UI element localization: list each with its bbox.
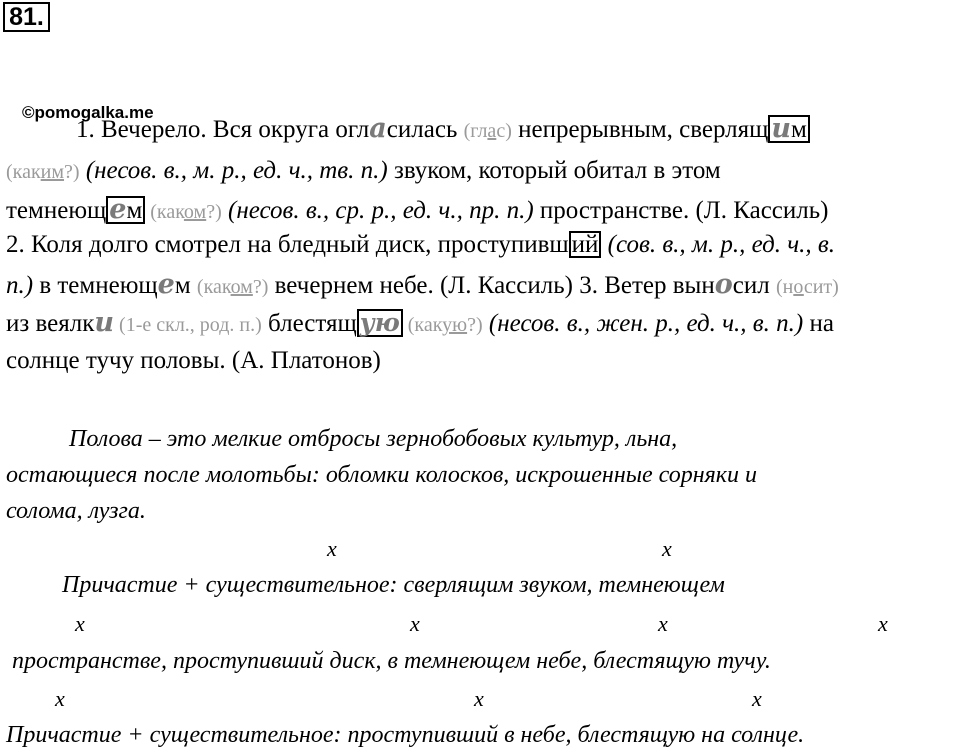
grammar-note: п.) — [6, 272, 34, 299]
text-line-4 — [6, 230, 835, 260]
ending-box: ем — [106, 196, 145, 224]
text-fragment: звуком, который обитал в этом — [387, 157, 721, 184]
text-line-3 — [6, 196, 828, 227]
analysis-line-1: Причастие + существительное: сверлящим звуком, темнеющем — [62, 572, 725, 598]
ending-box: ий — [569, 231, 602, 258]
mark-x: x — [658, 611, 668, 636]
text-line-6 — [6, 308, 834, 340]
text-line-1 — [76, 114, 810, 146]
watermark: ©pomogalka.me — [22, 103, 154, 122]
definition-line-2: остающиеся после молотьбы: обломки колосков, искрошенные сорняки и — [6, 462, 757, 488]
question-word: (какую?) — [402, 314, 483, 336]
grammar-note: (несов. в., м. р., ед. ч., тв. п.) — [79, 157, 388, 184]
analysis-line-3: Причастие + существительное: проступивший в небе, блестящую на солнце. — [6, 722, 805, 748]
text-fragment: темнеющ — [6, 197, 107, 224]
mark-x: x — [662, 536, 672, 561]
orthogram-letter: и — [94, 307, 115, 338]
definition-line-1: Полова – это мелкие отбросы зернобобовых культур, льна, — [69, 426, 678, 452]
text-fragment: непрерывным, сверлящ — [511, 116, 769, 143]
mark-x: x — [474, 686, 484, 711]
ending-box: ую — [357, 309, 403, 337]
text-fragment: в темнеющ — [33, 272, 158, 299]
check-word: (носит) — [775, 276, 839, 298]
text-line-2 — [6, 156, 721, 187]
question-word: (каком?) — [196, 276, 269, 298]
text-fragment: блестящ — [261, 310, 357, 337]
text-fragment: 1. Вечерело. Вся округа огл — [76, 116, 370, 143]
text-fragment: сил — [732, 272, 776, 299]
question-word: (каким?) — [6, 161, 80, 183]
text-fragment: м — [174, 272, 197, 299]
grammar-note: (несов. в., ср. р., ед. ч., пр. п.) — [221, 197, 534, 224]
mark-x: x — [55, 686, 65, 711]
text-line-7: солнце тучу половы. (А. Платонов) — [6, 347, 381, 374]
mark-x: x — [410, 611, 420, 636]
definition-line-3: солома, лузга. — [6, 498, 146, 524]
orthogram-letter: а — [369, 113, 387, 144]
grammar-note: (несов. в., жен. р., ед. ч., в. п.) — [482, 310, 804, 337]
text-line-5 — [6, 270, 839, 302]
question-word: (каком?) — [145, 201, 222, 223]
analysis-line-2: пространстве, проступивший диск, в темнеющем небе, блестящую тучу. — [12, 648, 771, 674]
text-fragment: вечернем небе. (Л. Кассиль) 3. Ветер вын — [268, 272, 715, 299]
orthogram-letter: о — [714, 269, 733, 300]
grammar-note: (сов. в., м. р., ед. ч., в. — [601, 231, 836, 258]
declension-note: (1-е скл., род. п.) — [114, 314, 262, 336]
check-word: (глас) — [463, 120, 512, 142]
exercise-number: 81. — [3, 2, 50, 32]
text-fragment: на — [803, 310, 834, 337]
text-fragment: пространстве. (Л. Кассиль) — [533, 197, 829, 224]
mark-x: x — [327, 536, 337, 561]
mark-x: x — [878, 611, 888, 636]
text-fragment: из веялк — [6, 310, 95, 337]
mark-x: x — [75, 611, 85, 636]
mark-x: x — [752, 686, 762, 711]
text-fragment: силась — [386, 116, 464, 143]
ending-box: им — [768, 115, 809, 143]
orthogram-letter: е — [157, 269, 175, 300]
text-fragment: 2. Коля долго смотрел на бледный диск, проступивш — [6, 231, 569, 258]
